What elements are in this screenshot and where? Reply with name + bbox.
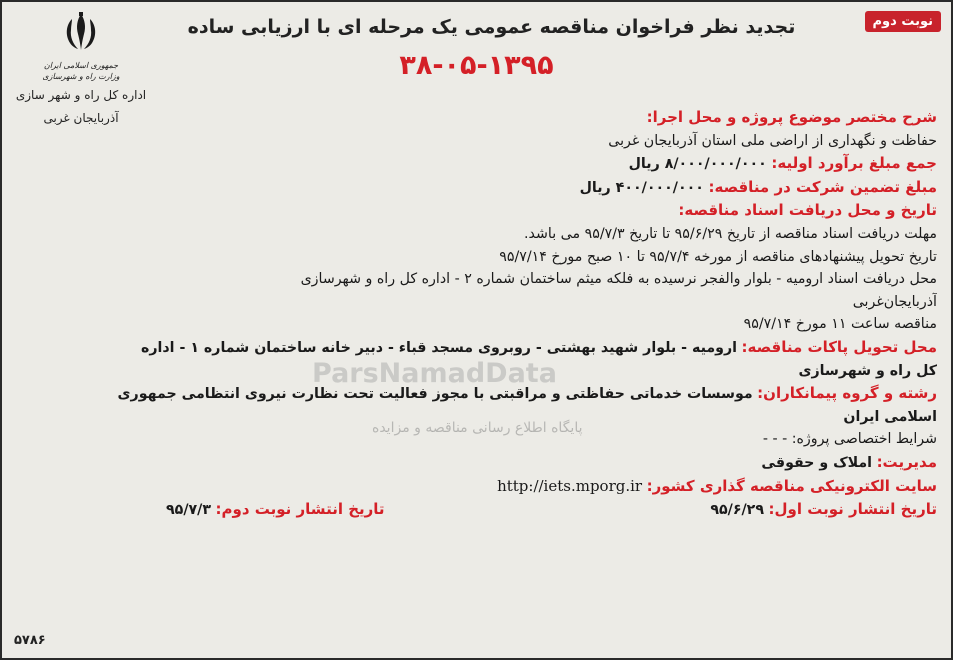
pub-1-date: ۹۵/۶/۲۹ [710,502,765,519]
notice-body [16,106,937,521]
pub-2-date: ۹۵/۷/۳ [166,502,212,519]
packets-line-1: ارومیه - بلوار شهید بهشتی - روبروی مسجد قباء - دبیر خانه ساختمان شماره ۱ - اداره [140,339,738,356]
watermark-brand: ParsNamadData [312,358,557,389]
contractors-line-1: موسسات خدماتی حفاظتی و مراقبتی با مجوز فعالیت تحت نظارت نیروی انتظامی جمهوری [117,386,753,403]
docs-place-line-2: آذربایجان‌غربی [852,293,937,310]
heading-estimate: جمع مبلغ برآورد اولیه: [771,154,937,173]
site-url-link[interactable]: http://iets.mporg.ir [497,476,643,495]
heading-pub-2: تاریخ انتشار نوبت دوم: [215,500,385,519]
heading-management: مدیریت: [876,452,937,471]
dept-name-2: آذربایجان غربی [43,111,119,125]
docs-place-line-1: محل دریافت اسناد ارومیه - بلوار والفجر نرسیده به فلکه میثم ساختمان شماره ۲ - اداره کل راه و شهرسازی [300,271,937,288]
heading-guarantee: مبلغ تضمین شرکت در مناقصه: [708,177,937,196]
heading-packets: محل تحویل پاکات مناقصه: [741,337,937,356]
logo-line-1: جمهوری اسلامی ایران [43,61,119,70]
heading-pub-1: تاریخ انتشار نوبت اول: [768,500,937,519]
guarantee-value: ۴۰۰/۰۰۰/۰۰۰ ریال [579,179,704,196]
heading-docs: تاریخ و محل دریافت اسناد مناقصه: [678,201,937,220]
heading-subject: شرح مختصر موضوع پروژه و محل اجرا: [646,108,937,126]
management-value: املاک و حقوقی [761,454,873,471]
watermark-caption: پایگاه اطلاع رسانی مناقصه و مزایده [372,420,583,436]
subject-text: حفاظت و نگهداری از اراضی ملی استان آذربایجان غربی [608,132,937,149]
notice-code: ۵۷۸۶ [14,633,46,648]
dept-name-1: اداره کل راه و شهر سازی [15,88,147,102]
estimate-value: ۸/۰۰۰/۰۰۰/۰۰۰ ریال [628,156,767,173]
opening-time: مناقصه ساعت ۱۱ مورخ ۹۵/۷/۱۴ [743,316,937,333]
docs-deadline: مهلت دریافت اسناد مناقصه از تاریخ ۹۵/۶/۲۹ تا تاریخ ۹۵/۷/۳ می باشد. [524,225,937,242]
notice-title: تجدید نظر فراخوان مناقصه عمومی یک مرحله ای با ارزیابی ساده [187,16,796,38]
heading-site: سایت الکترونیکی مناقصه گذاری کشور: [646,476,937,495]
contractors-line-2: اسلامی ایران [843,408,937,425]
round-badge: نوبت دوم [865,11,941,32]
logo-line-2: وزارت راه و شهرسازی [42,72,120,81]
notice-number: ۳۸-۰۵-۱۳۹۵ [399,50,554,81]
iran-emblem-icon [59,10,103,54]
special-conditions: شرایط اختصاصی پروژه: - - - [762,431,937,448]
heading-contractors: رشته و گروه پیمانکاران: [757,384,937,403]
delivery-date: تاریخ تحویل پیشنهادهای مناقصه از مورخه ۹۵/۷/۴ تا ۱۰ صبح مورخ ۹۵/۷/۱۴ [499,248,937,265]
packets-line-2: کل راه و شهرسازی [798,362,937,379]
